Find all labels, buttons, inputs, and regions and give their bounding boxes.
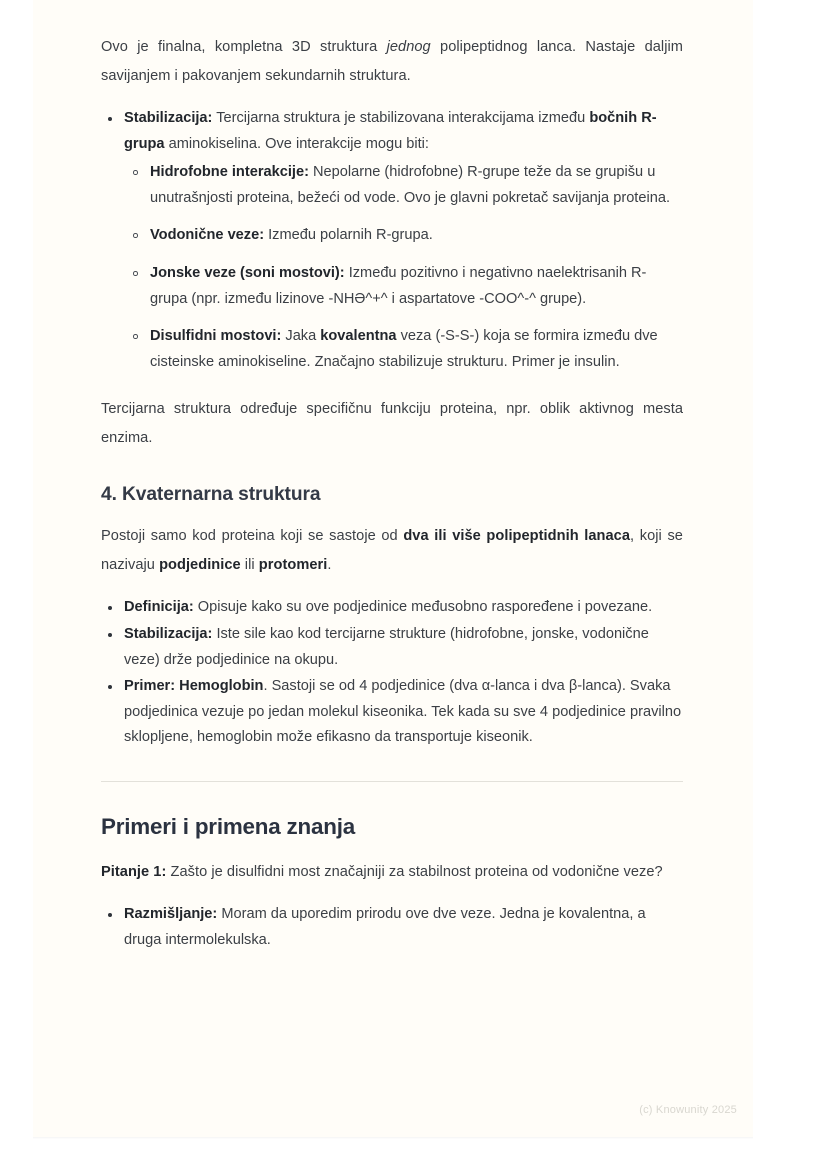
quaternary-intro-t4: .	[327, 556, 332, 573]
quaternary-intro-paragraph	[101, 522, 683, 579]
quaternary-intro-t2: , koji se nazivaju	[101, 528, 683, 573]
section-divider	[101, 781, 683, 782]
stabilizacija-label: Stabilizacija:	[124, 110, 213, 126]
footer-watermark: (c) Knowunity 2025	[639, 1104, 737, 1116]
quaternary-intro-b2: podjedinice	[159, 556, 241, 573]
vodonicne-text: Između polarnih R-grupa.	[264, 227, 433, 244]
definicija-text: Opisuje kako su ove podjedinice međusobno raspoređene i povezane.	[193, 599, 653, 616]
quaternary-intro-t1: Postoji samo kod proteina koji se sastoje od	[101, 528, 404, 545]
document-content	[33, 0, 739, 968]
stabilizacija-kvaternarna-label: Stabilizacija:	[124, 625, 213, 642]
interaction-types-sublist	[124, 160, 683, 375]
jonske-label: Jonske veze (soni mostovi):	[150, 264, 345, 281]
intro-text-part1: Ovo je finalna, kompletna 3D struktura	[101, 39, 387, 55]
disulfidni-text-1: Jaka	[281, 328, 321, 345]
jonske-text: Između pozitivno i negativno naelektrisanih R-grupa (npr. između lizinove -NHƏ^+^ i aspartatove -COO^-^ grupe).	[150, 264, 647, 307]
quaternary-intro-b3: protomeri	[258, 556, 328, 573]
list-item-stabilizacija	[101, 106, 683, 375]
page-right-gutter	[753, 0, 828, 1137]
hidrofobne-text: Nepolarne (hidrofobne) R-grupe teže da se grupišu u unutrašnjosti proteina, bežeći od vode. Ovo je glavni pokretač savijanja proteina.	[150, 164, 671, 206]
intro-text-part2: polipeptidnog lanca. Nastaje daljim savijanjem i pakovanjem sekundarnih struktura.	[101, 39, 683, 84]
list-item-disulfidni-mostovi	[124, 324, 683, 375]
list-item-hidrofobne-interakcije	[124, 160, 683, 211]
tertiary-closing-paragraph: Tercijarna struktura određuje specifičnu funkciju proteina, npr. oblik aktivnog mesta enzima.	[101, 401, 683, 446]
intro-paragraph	[101, 33, 683, 90]
definicija-label: Definicija:	[124, 599, 194, 616]
tertiary-structure-list	[101, 106, 683, 375]
razmisljanje-label: Razmišljanje:	[124, 906, 218, 923]
list-item-definicija	[101, 595, 683, 621]
scrollbar-track[interactable]	[745, 0, 755, 1171]
stabilizacija-bold-bocnih: bočnih R-grupa	[124, 110, 657, 152]
pitanje-label: Pitanje 1:	[101, 863, 167, 880]
question-paragraph	[101, 858, 683, 887]
pitanje-text: Zašto je disulfidni most značajniji za stabilnost proteina od vodonične veze?	[166, 863, 663, 880]
hemoglobin-text: . Sastoji se od 4 podjedinice (dva α-lanca i dva β-lanca). Svaka podjedinica vezuje po jedan molekul kiseonika. Tek kada su sve 4 podjedinice pravilno sklopljene, hemoglobin može efikasno da transportuje kiseonik.	[124, 678, 682, 746]
vodonicne-label: Vodonične veze:	[150, 227, 265, 244]
quaternary-intro-t3: ili	[240, 556, 259, 573]
quaternary-structure-list	[101, 595, 683, 751]
list-item-stabilizacija-kvaternarna	[101, 622, 683, 673]
heading-kvaternarna-struktura: 4. Kvaternarna struktura	[101, 484, 321, 506]
examples-list	[101, 902, 683, 953]
quaternary-intro-b1: dva ili više polipeptidnih lanaca	[403, 528, 631, 545]
card-bottom-shadow	[33, 1137, 753, 1139]
disulfidni-label: Disulfidni mostovi:	[150, 328, 282, 345]
list-item-vodonicne-veze	[124, 223, 683, 249]
intro-emphasis-jednog: jednog	[386, 39, 431, 55]
list-item-primer-hemoglobin	[101, 674, 683, 751]
disulfidni-text-2: veza (-S-S-) koja se formira između dve cisteinske aminokiseline. Značajno stabilizuje strukturu. Primer je insulin.	[150, 328, 658, 370]
disulfidni-bold-kovalentna: kovalentna	[320, 328, 397, 345]
list-item-jonske-veze	[124, 261, 683, 312]
hemoglobin-label: Primer: Hemoglobin	[124, 678, 264, 695]
heading-primeri-i-primena-znanja: Primeri i primena znanja	[101, 813, 356, 839]
hidrofobne-label: Hidrofobne interakcije:	[150, 164, 309, 181]
stabilizacija-kvaternarna-text: Iste sile kao kod tercijarne strukture (hidrofobne, jonske, vodonične veze) drže podjedinice na okupu.	[124, 625, 649, 668]
list-item-razmisljanje	[101, 902, 683, 953]
razmisljanje-text: Moram da uporedim prirodu ove dve veze. Jedna je kovalentna, a druga intermolekulska.	[124, 906, 646, 948]
stabilizacija-text-2: aminokiselina. Ove interakcije mogu biti:	[164, 135, 429, 152]
stabilizacija-text-1: Tercijarna struktura je stabilizovana interakcijama između	[212, 110, 590, 126]
document-card	[33, 0, 753, 1137]
